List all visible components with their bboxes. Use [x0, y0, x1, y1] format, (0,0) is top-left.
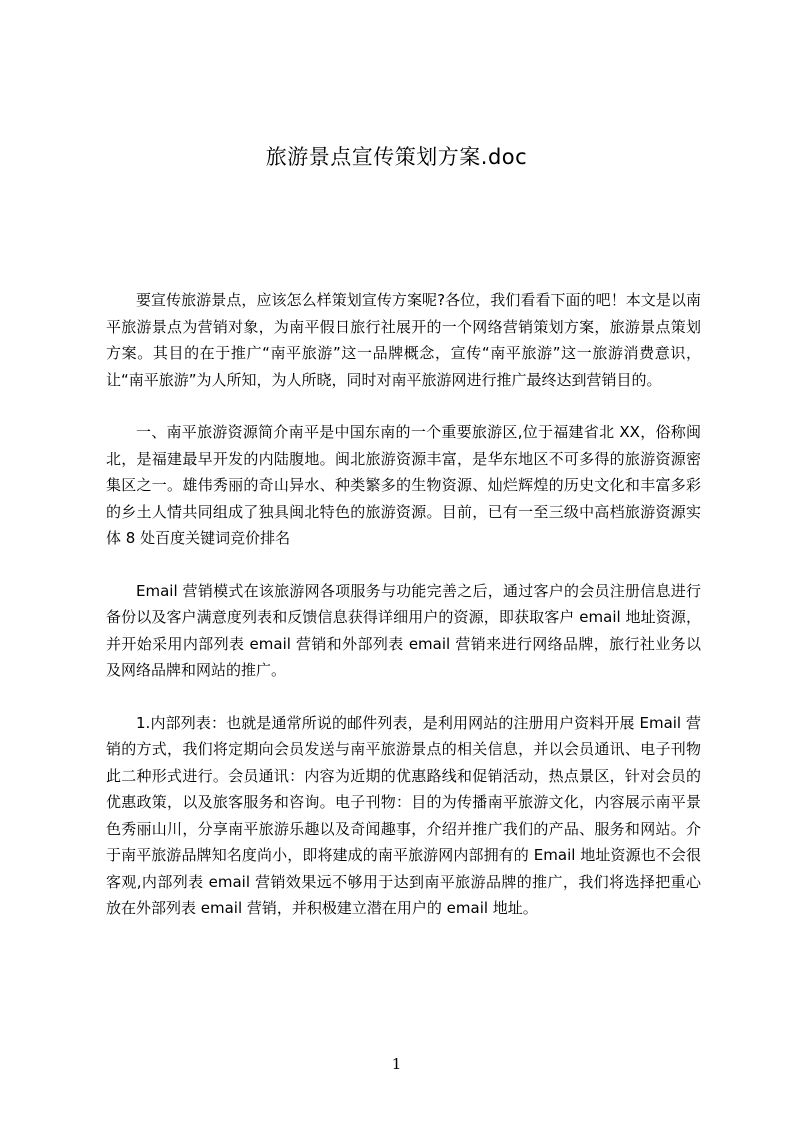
document-body — [106, 287, 701, 948]
paragraph-resources: 一、南平旅游资源简介南平是中国东南的一个重要旅游区,位于福建省北 XX，俗称闽北，是福建最早开发的内陆腹地。闽北旅游资源丰富，是华东地区不可多得的旅游资源密集区之一。雄伟秀丽的奇山异水、种类繁多的生物资源、灿烂辉煌的历史文化和丰富多彩的乡土人情共同组成了独具闽北特色的旅游资源。目前，已有一至三级中高档旅游资源实体 8 处百度关键词竞价排名 — [106, 423, 701, 547]
page-number: 1 — [391, 1055, 402, 1073]
paragraph-internal-list: 1.内部列表：也就是通常所说的邮件列表，是利用网站的注册用户资料开展 Email 营销的方式，我们将定期向会员发送与南平旅游景点的相关信息，并以会员通讯、电子刊物此二种形式进行。会员通讯：内容为近期的优惠路线和促销活动，热点景区，针对会员的优惠政策，以及旅客服务和咨询。电子刊物：目的为传播南平旅游文化，内容展示南平景色秀丽山川，分享南平旅游乐趣以及奇闻趣事，介绍并推广我们的产品、服务和网站。介于南平旅游品牌知名度尚小，即将建成的南平旅游网内部拥有的 Email 地址资源也不会很客观,内部列表 email 营销效果远不够用于达到南平旅游品牌的推广，我们将选择把重心放在外部列表 email 营销，并积极建立潜在用户的 email 地址。 — [106, 713, 701, 917]
document-title: 旅游景点宣传策划方案.doc — [265, 145, 528, 169]
paragraph-email-marketing: Email 营销模式在该旅游网各项服务与功能完善之后，通过客户的会员注册信息进行备份以及客户满意度列表和反馈信息获得详细用户的资源，即获取客户 email 地址资源，并开始采用内部列表 email 营销和外部列表 email 营销来进行网络品牌，旅行社业务以及网络品牌和网站的推广。 — [106, 581, 701, 679]
paragraph-intro: 要宣传旅游景点，应该怎么样策划宣传方案呢?各位，我们看看下面的吧！本文是以南平旅游景点为营销对象，为南平假日旅行社展开的一个网络营销策划方案，旅游景点策划方案。其目的在于推广“南平旅游”这一品牌概念，宣传“南平旅游”这一旅游消费意识，让“南平旅游”为人所知，为人所晓，同时对南平旅游网进行推广最终达到营销目的。 — [106, 291, 701, 389]
